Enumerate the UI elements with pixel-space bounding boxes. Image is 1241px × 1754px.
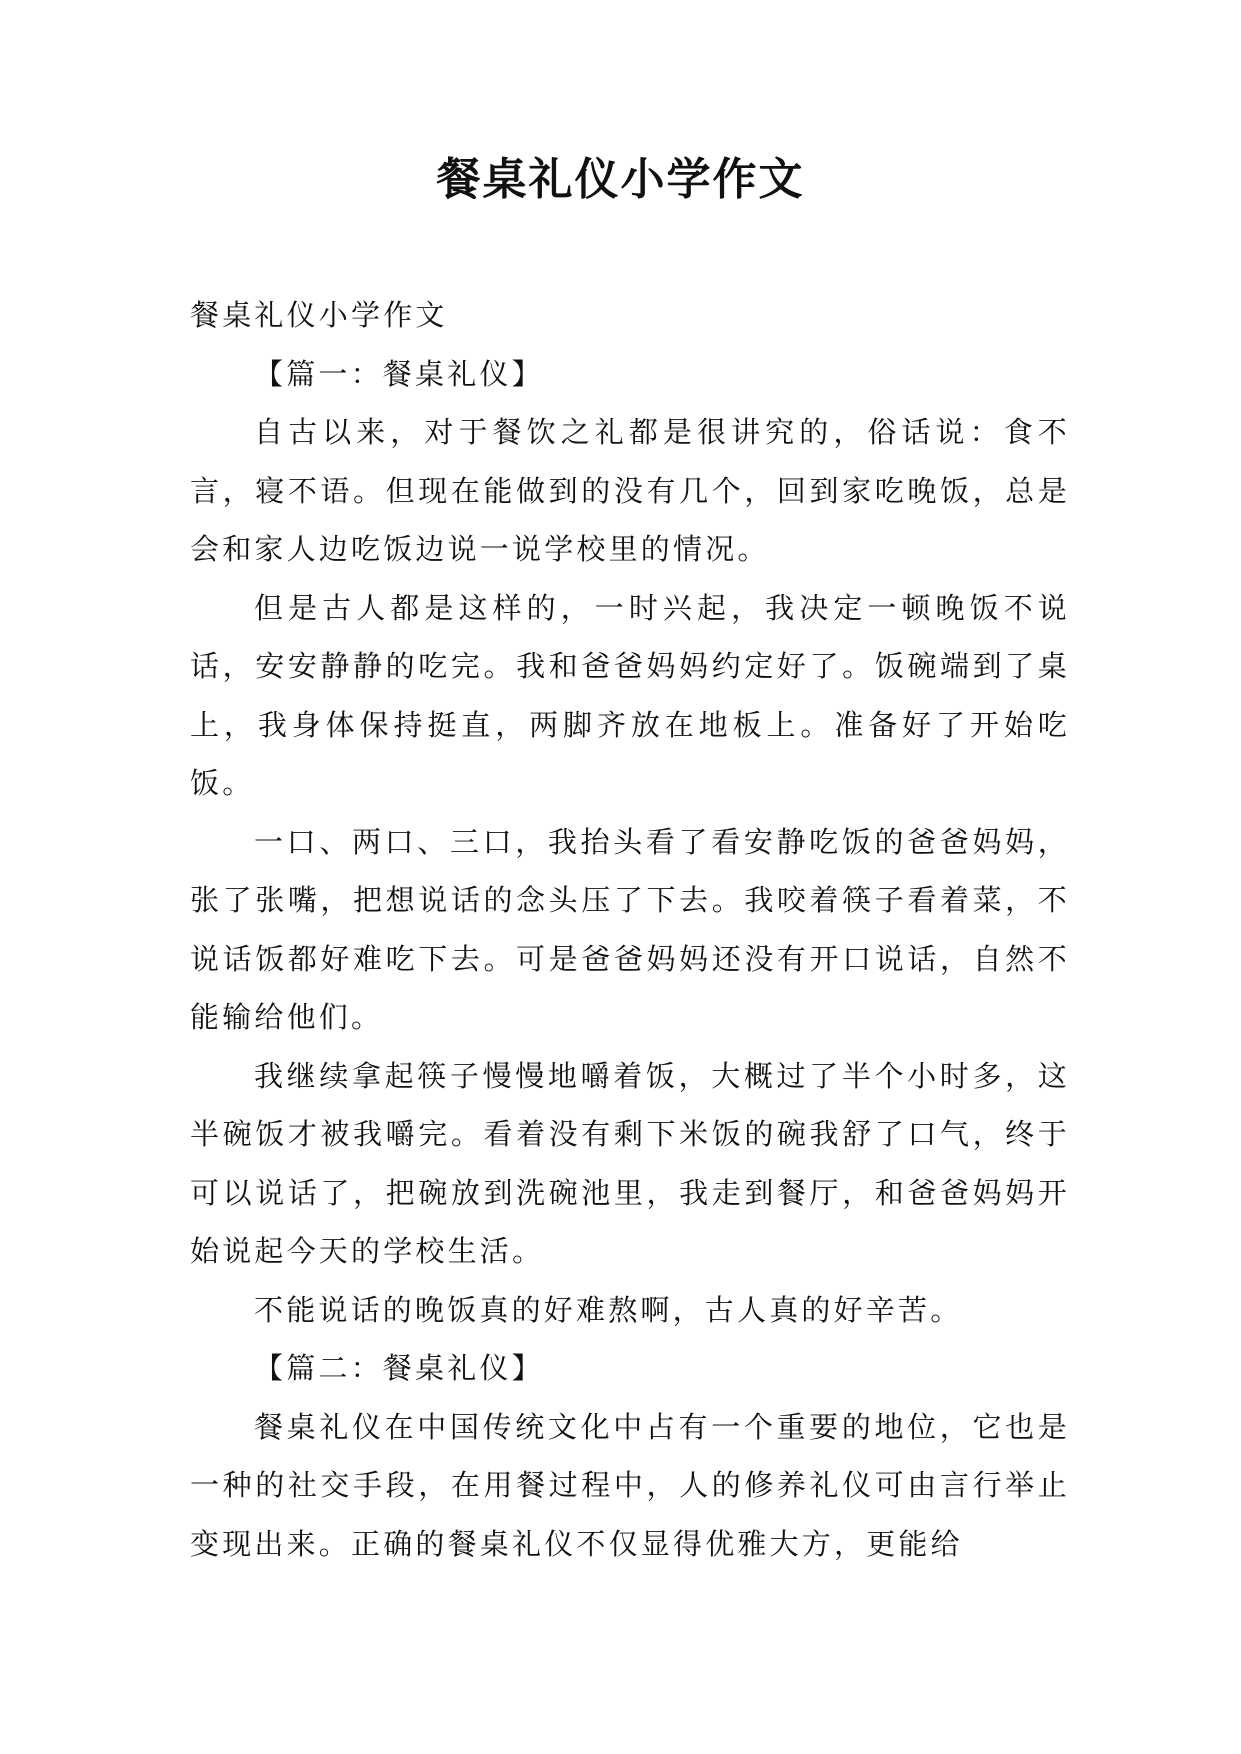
section-heading-2: 【篇二：餐桌礼仪】	[254, 1351, 544, 1385]
paragraph: 一口、两口、三口，我抬头看了看安静吃饭的爸爸妈妈，张了张嘴，把想说话的念头压了下去。我咬着筷子看着菜，不说话饭都好难吃下去。可是爸爸妈妈还没有开口说话，自然不能输给他们。	[190, 824, 1070, 1034]
paragraph: 自古以来，对于餐饮之礼都是很讲究的，俗话说：食不言，寝不语。但现在能做到的没有几个，回到家吃晚饭，总是会和家人边吃饭边说一说学校里的情况。	[190, 415, 1070, 566]
section-heading-1: 【篇一：餐桌礼仪】	[254, 356, 544, 391]
document-title: 餐桌礼仪小学作文	[436, 154, 805, 205]
paragraph: 餐桌礼仪在中国传统文化中占有一个重要的地位，它也是一种的社交手段，在用餐过程中，人的修养礼仪可由言行举止变现出来。正确的餐桌礼仪不仅显得优雅大方，更能给	[190, 1409, 1070, 1561]
document-body	[190, 286, 1070, 1573]
paragraph: 但是古人都是这样的，一时兴起，我决定一顿晚饭不说话，安安静静的吃完。我和爸爸妈妈约定好了。饭碗端到了桌上，我身体保持挺直，两脚齐放在地板上。准备好了开始吃饭。	[190, 590, 1070, 800]
subtitle-line: 餐桌礼仪小学作文	[190, 298, 448, 332]
paragraph: 不能说话的晚饭真的好难熬啊，古人真的好辛苦。	[254, 1292, 963, 1327]
paragraph: 我继续拿起筷子慢慢地嚼着饭，大概过了半个小时多，这半碗饭才被我嚼完。看着没有剩下米饭的碗我舒了口气，终于可以说话了，把碗放到洗碗池里，我走到餐厅，和爸爸妈妈开始说起今天的学校生活。	[190, 1058, 1070, 1268]
